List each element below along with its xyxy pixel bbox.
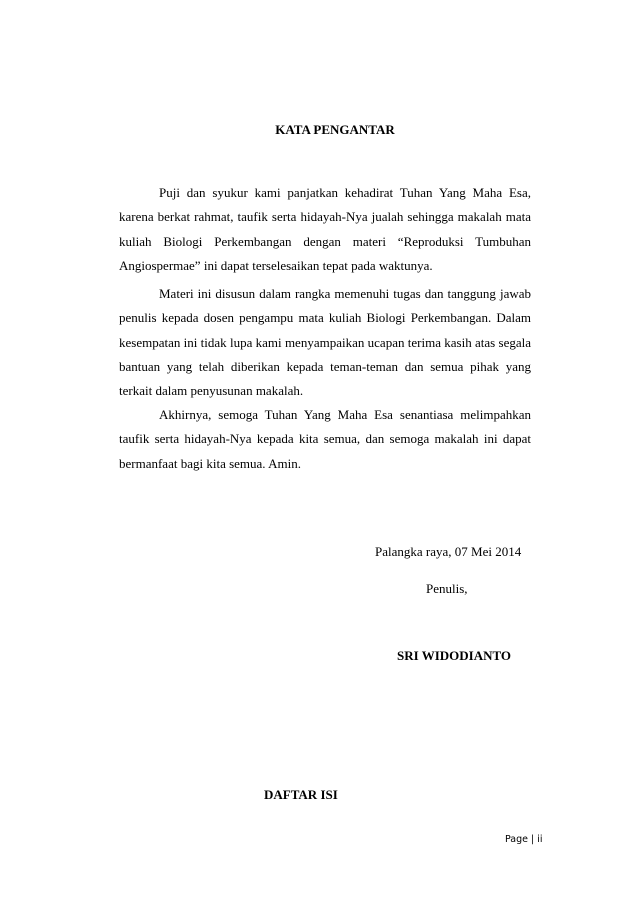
paragraph-closing: Akhirnya, semoga Tuhan Yang Maha Esa senantiasa melimpahkan taufik serta hidayah-Nya kepada kita semua, dan semoga makalah ini dapat bermanfaat bagi kita semua. Amin.	[119, 407, 531, 471]
paragraph-purpose: Materi ini disusun dalam rangka memenuhi tugas dan tanggung jawab penulis kepada dosen pengampu mata kuliah Biologi Perkembangan. Dalam kesempatan ini tidak lupa kami menyampaikan ucapan terima kasih atas segala bantuan yang telah diberikan kepada teman-teman dan semua pihak yang terkait dalam penyusunan makalah.	[119, 286, 531, 399]
writer-name: SRI WIDODIANTO	[397, 648, 512, 663]
place-date: Palangka raya, 07 Mei 2014	[375, 544, 522, 559]
page-number-footer: Page | ii	[505, 834, 543, 845]
writer-role: Penulis,	[426, 581, 468, 596]
page-title: KATA PENGANTAR	[275, 122, 395, 137]
next-section-heading: DAFTAR ISI	[264, 787, 338, 802]
paragraph-intro: Puji dan syukur kami panjatkan kehadirat Tuhan Yang Maha Esa, karena berkat rahmat, taufik serta hidayah-Nya jualah sehingga makalah mata kuliah Biologi Perkembangan dengan materi “Reproduksi Tumbuhan Angiospermae” ini dapat terselesaikan tepat pada waktunya.	[119, 185, 531, 273]
